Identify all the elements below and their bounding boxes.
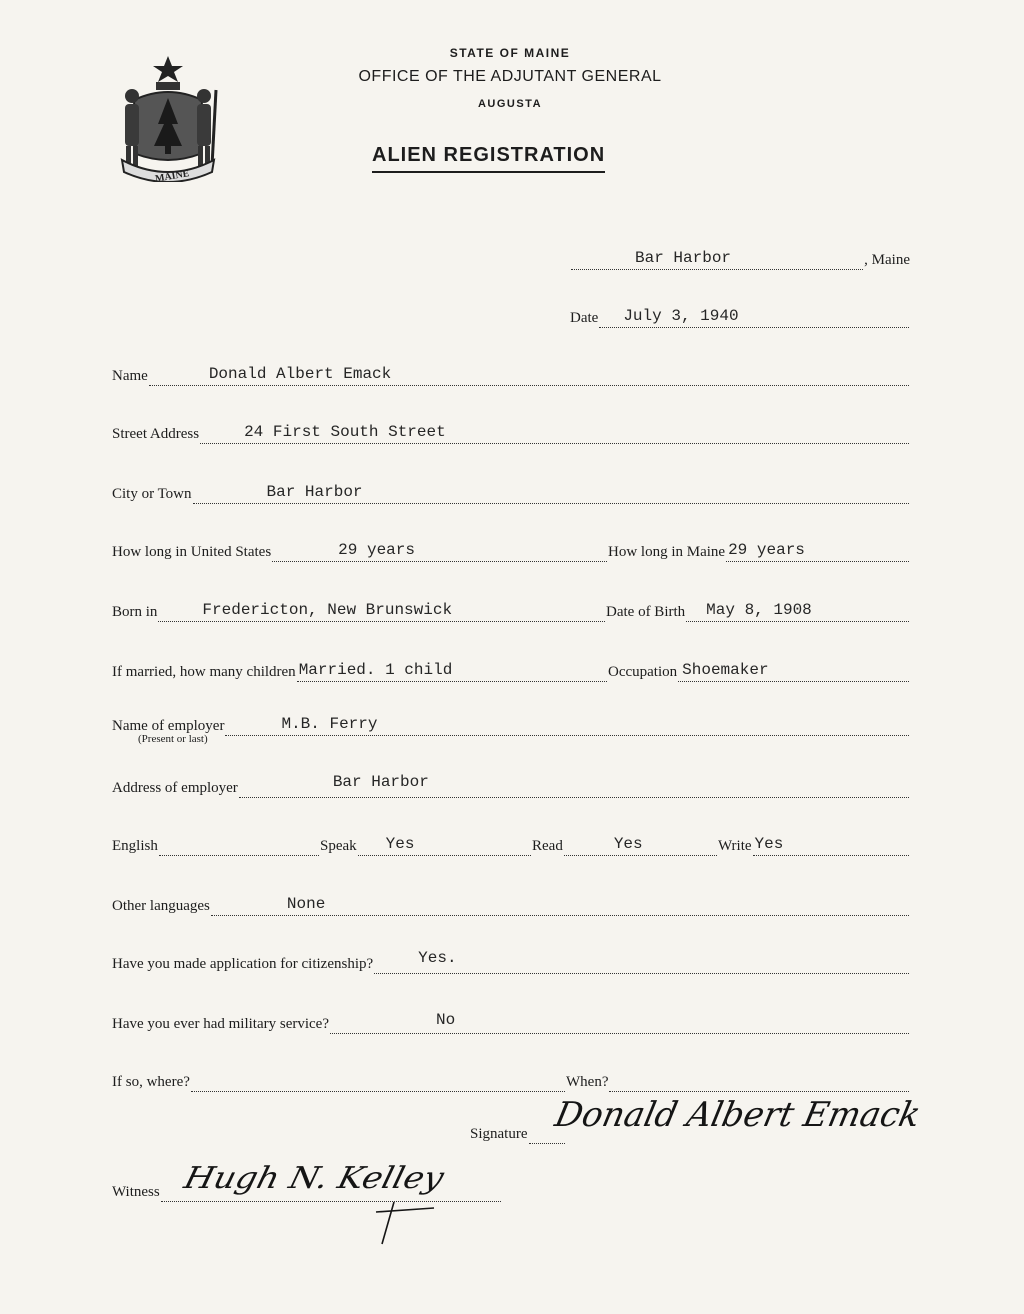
birth-date-label: Date of Birth xyxy=(606,604,686,620)
signature-field[interactable] xyxy=(529,1125,566,1144)
speak-label: Speak xyxy=(320,838,357,854)
read-value: Yes xyxy=(613,835,643,853)
maine-duration-value: 29 years xyxy=(728,541,805,559)
us-duration-field[interactable] xyxy=(272,543,607,562)
citizenship-label: Have you made application for citizenship? xyxy=(112,956,374,972)
svg-text:Donald Albert Emack: Donald Albert Emack xyxy=(551,1095,928,1135)
maine-duration-field[interactable] xyxy=(726,543,909,562)
name-field[interactable] xyxy=(149,367,909,386)
occupation-field[interactable] xyxy=(678,663,909,682)
office-heading: OFFICE OF THE ADJUTANT GENERAL xyxy=(358,68,662,85)
maine-duration-label: How long in Maine xyxy=(608,544,726,560)
city-heading: AUGUSTA xyxy=(477,98,543,110)
military-value: No xyxy=(436,1011,456,1029)
occupation-value: Shoemaker xyxy=(682,661,769,679)
city-row xyxy=(112,474,910,504)
date-field[interactable] xyxy=(599,309,909,328)
when-label: When? xyxy=(566,1074,609,1090)
employer-address-value: Bar Harbor xyxy=(332,773,429,791)
write-value: Yes xyxy=(754,835,784,853)
speak-value: Yes xyxy=(385,835,415,853)
name-label: Name xyxy=(112,368,148,384)
svg-text:MAINE: MAINE xyxy=(154,168,191,185)
witness-label: Witness xyxy=(112,1184,160,1200)
children-label: If married, how many children xyxy=(112,664,296,680)
write-label: Write xyxy=(718,838,752,854)
languages-value: None xyxy=(286,895,326,913)
military-row xyxy=(112,1004,910,1034)
us-duration-value: 29 years xyxy=(338,541,415,559)
employer-row xyxy=(112,706,910,736)
location-suffix: , Maine xyxy=(864,252,910,268)
witness-field[interactable] xyxy=(161,1183,501,1202)
signature-row xyxy=(470,1114,670,1144)
signature-label: Signature xyxy=(470,1126,528,1142)
military-label: Have you ever had military service? xyxy=(112,1016,329,1032)
write-field[interactable] xyxy=(753,837,909,856)
location-row xyxy=(112,240,910,270)
city-label: City or Town xyxy=(112,486,192,502)
street-label: Street Address xyxy=(112,426,200,442)
birth-date-field[interactable] xyxy=(686,603,909,622)
citizenship-value: Yes. xyxy=(418,949,457,967)
street-row xyxy=(112,414,910,444)
state-heading: STATE OF MAINE xyxy=(449,46,571,60)
read-field[interactable] xyxy=(564,837,717,856)
street-field[interactable] xyxy=(200,425,909,444)
languages-label: Other languages xyxy=(112,898,210,914)
military-field[interactable] xyxy=(330,1011,909,1034)
born-field[interactable] xyxy=(158,603,605,622)
born-label: Born in xyxy=(112,604,158,620)
location-field[interactable] xyxy=(571,251,863,270)
english-field xyxy=(159,837,319,856)
where-row xyxy=(112,1062,910,1092)
employer-address-field[interactable] xyxy=(239,773,909,798)
city-value: Bar Harbor xyxy=(266,483,363,501)
name-row xyxy=(112,356,910,386)
seal-label xyxy=(152,168,192,185)
occupation-label: Occupation xyxy=(608,664,678,680)
children-value: Married. 1 child xyxy=(298,661,453,679)
children-field[interactable] xyxy=(297,663,607,682)
us-duration-label: How long in United States xyxy=(112,544,272,560)
citizenship-row xyxy=(112,944,910,974)
born-row xyxy=(112,592,910,622)
employer-value: M.B. Ferry xyxy=(281,715,378,733)
duration-row xyxy=(112,532,910,562)
employer-sublabel: (Present or last) xyxy=(138,733,208,745)
svg-text:Hugh N. Kelley: Hugh N. Kelley xyxy=(180,1161,420,1196)
employer-address-label: Address of employer xyxy=(112,780,238,796)
children-row xyxy=(112,652,910,682)
where-label: If so, where? xyxy=(112,1074,190,1090)
when-field[interactable] xyxy=(609,1073,909,1092)
form-title: ALIEN REGISTRATION xyxy=(372,144,605,173)
birth-date-value: May 8, 1908 xyxy=(706,601,812,619)
street-value: 24 First South Street xyxy=(244,423,446,441)
location-value: Bar Harbor xyxy=(635,249,732,267)
employer-field[interactable] xyxy=(225,717,909,736)
date-row xyxy=(112,298,910,328)
read-label: Read xyxy=(532,838,563,854)
english-label: English xyxy=(112,838,158,854)
employer-label: Name of employer xyxy=(112,718,225,734)
city-field[interactable] xyxy=(193,485,909,504)
where-field[interactable] xyxy=(191,1073,565,1092)
speak-field[interactable] xyxy=(358,837,531,856)
citizenship-field[interactable] xyxy=(374,949,909,974)
date-label: Date xyxy=(570,310,599,326)
employer-address-row xyxy=(112,768,910,798)
witness-row xyxy=(112,1172,502,1202)
languages-row xyxy=(112,886,910,916)
languages-field[interactable] xyxy=(211,897,909,916)
maine-seal-icon xyxy=(112,54,224,182)
english-row xyxy=(112,826,910,856)
date-value: July 3, 1940 xyxy=(623,307,739,325)
born-value: Fredericton, New Brunswick xyxy=(202,601,453,619)
name-value: Donald Albert Emack xyxy=(208,365,392,383)
